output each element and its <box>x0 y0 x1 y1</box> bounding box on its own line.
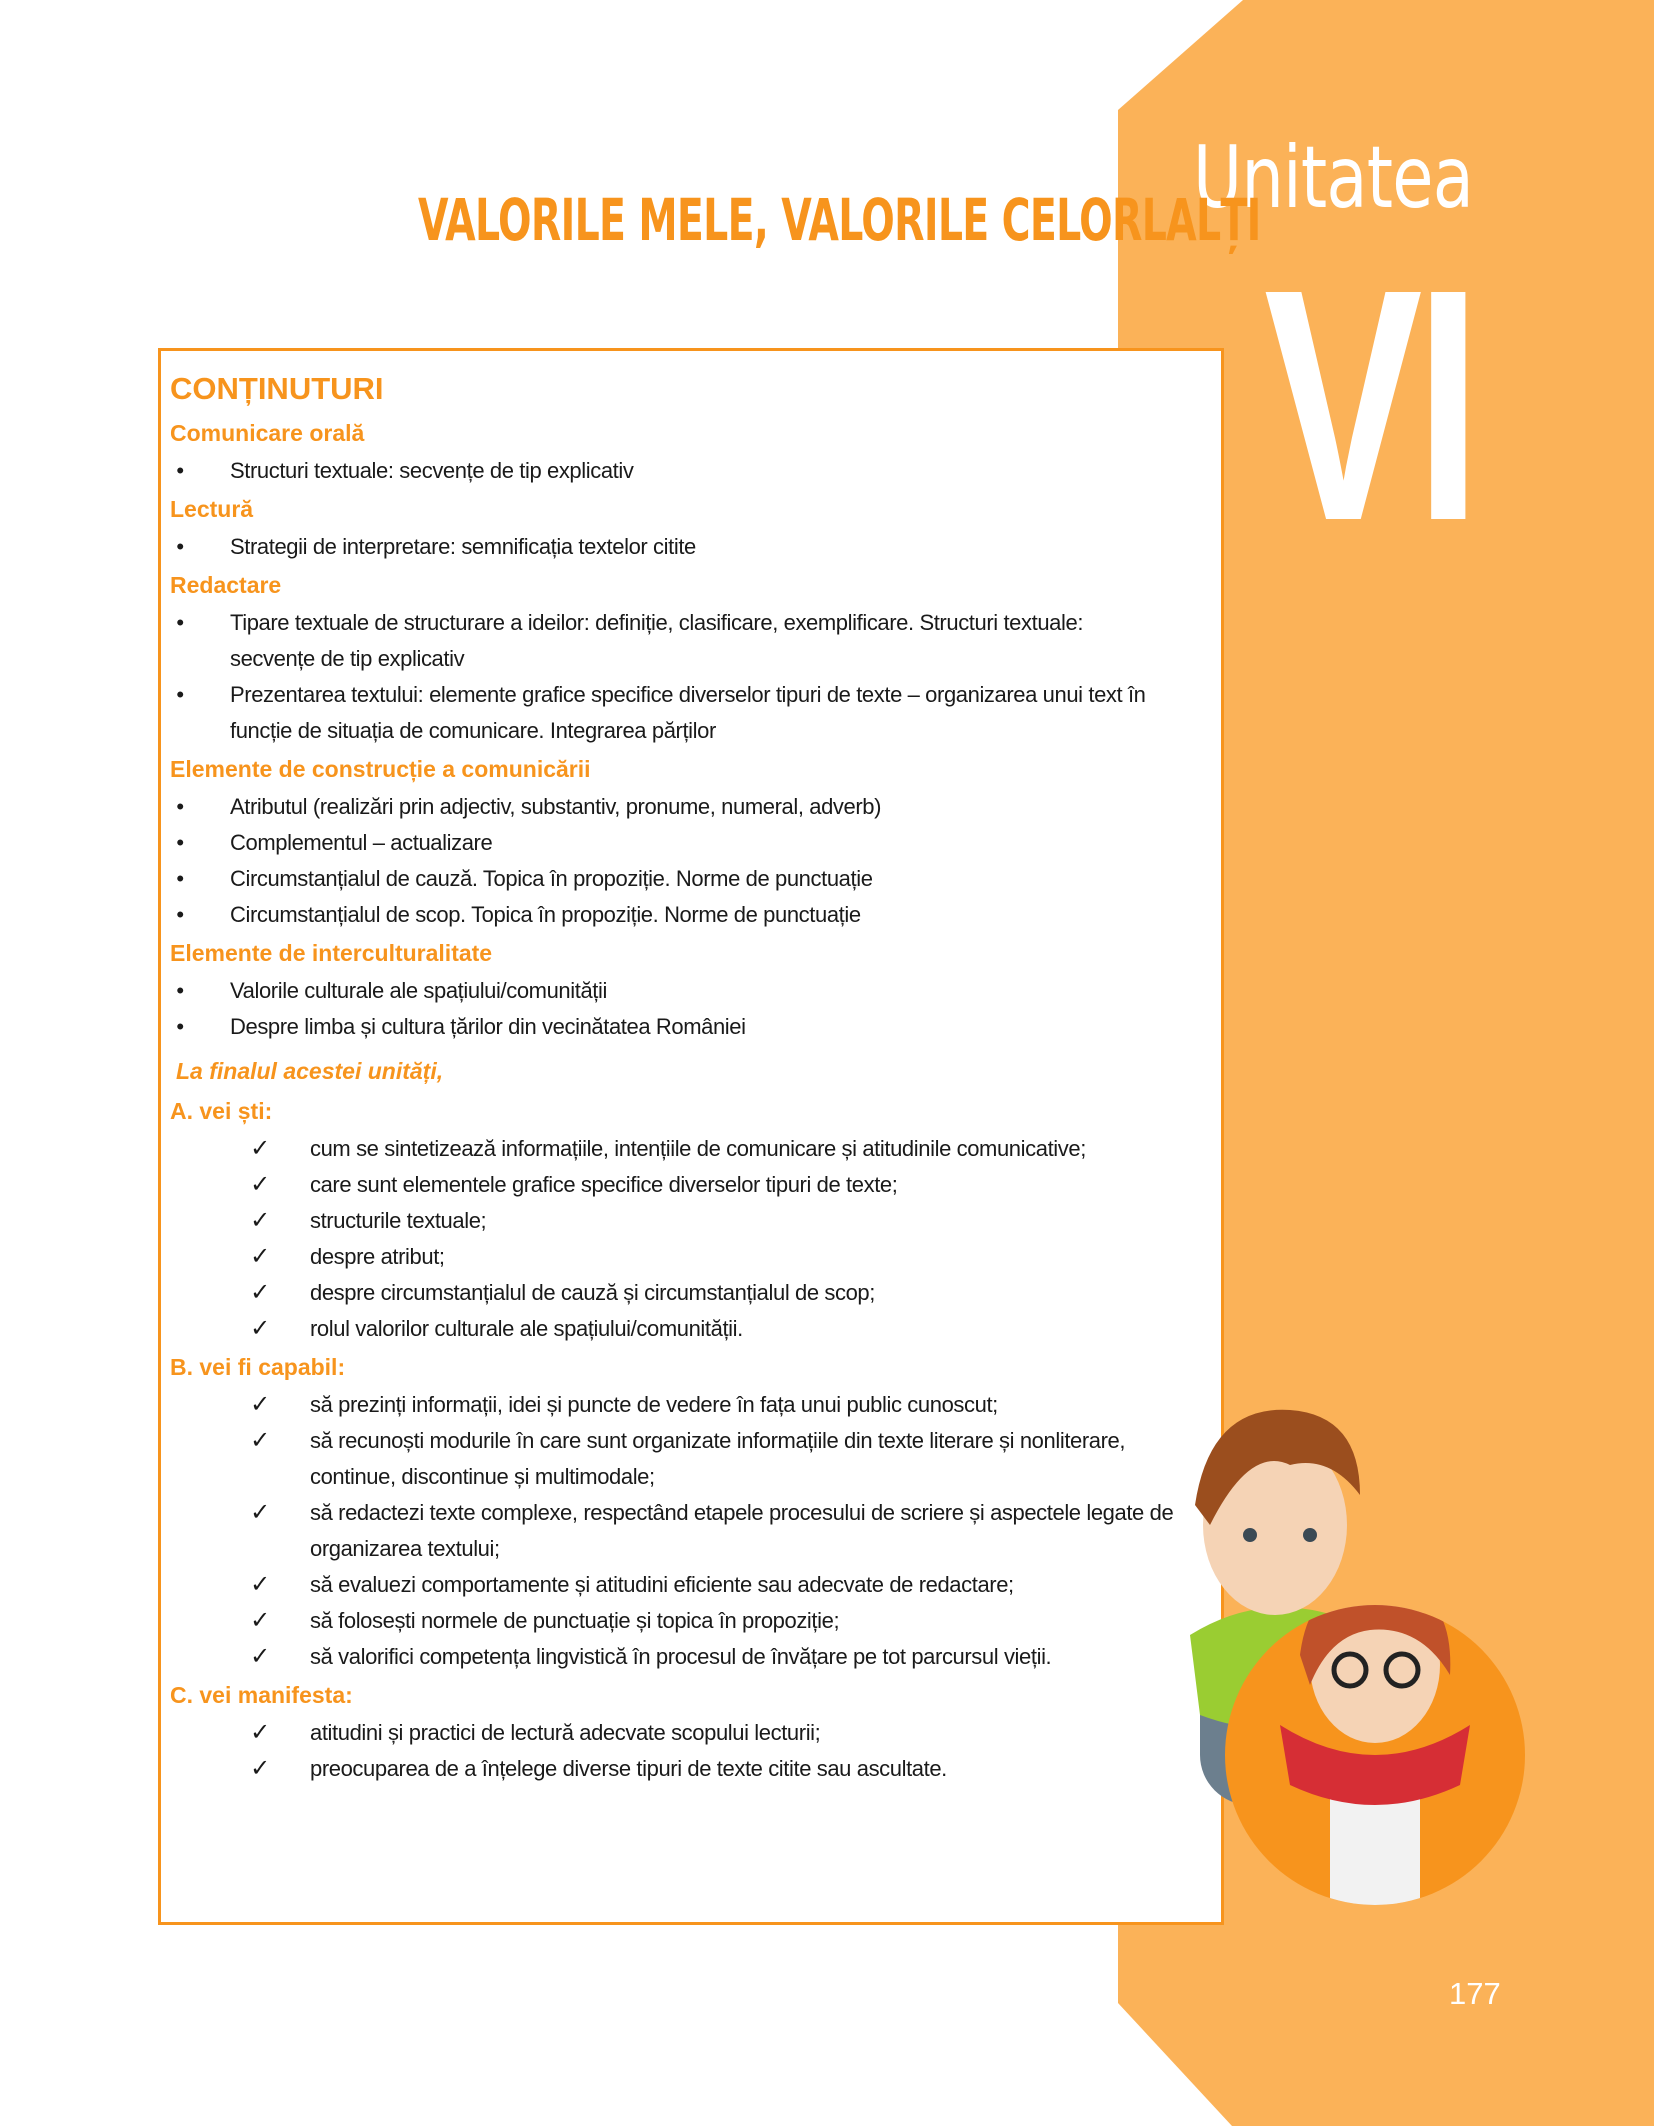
list-item-text: Valorile culturale ale spațiului/comunității <box>230 978 607 1003</box>
section-list <box>170 605 1221 749</box>
list-item <box>170 1423 1190 1495</box>
list-item-text: preocuparea de a înțelege diverse tipuri de texte citite sau ascultate. <box>310 1756 947 1781</box>
contents-sections <box>170 413 1221 1045</box>
list-item-text: atitudini și practici de lectură adecvate scopului lecturii; <box>310 1720 821 1745</box>
checkmark-icon: ✓ <box>250 1755 270 1782</box>
list-item <box>170 1275 1190 1311</box>
checkmark-icon: ✓ <box>250 1391 270 1418</box>
list-item <box>170 605 1170 677</box>
bullet-icon: • <box>176 902 184 927</box>
list-item <box>170 1203 1190 1239</box>
list-item-text: cum se sintetizează informațiile, intențiile de comunicare și atitudinile comunicative; <box>310 1136 1086 1161</box>
section-list <box>170 529 1221 565</box>
list-item-text: să folosești normele de punctuație și topica în propoziție; <box>310 1608 840 1633</box>
list-item <box>170 1009 1170 1045</box>
list-item <box>170 861 1170 897</box>
list-item <box>170 529 1170 565</box>
list-item <box>170 1715 1190 1751</box>
list-item <box>170 1167 1190 1203</box>
list-item <box>170 1639 1190 1675</box>
unit-number: VI <box>1264 220 1475 589</box>
outcome-group-title: C. vei manifesta: <box>170 1682 353 1708</box>
section-title: Lectură <box>170 496 254 522</box>
checkmark-icon: ✓ <box>250 1171 270 1198</box>
checkmark-icon: ✓ <box>250 1279 270 1306</box>
outcomes-groups <box>170 1091 1221 1787</box>
list-item <box>170 825 1170 861</box>
checkmark-icon: ✓ <box>250 1499 270 1526</box>
section-title: Redactare <box>170 572 282 598</box>
list-item-text: să redactezi texte complexe, respectând etapele procesului de scriere și aspectele legate de organizarea textului; <box>310 1500 1174 1561</box>
contents-heading: CONȚINUTURI <box>170 371 384 406</box>
list-item-text: Circumstanțialul de cauză. Topica în propoziție. Norme de punctuație <box>230 866 873 891</box>
list-item <box>170 453 1170 489</box>
section-title: Elemente de construcție a comunicării <box>170 756 591 782</box>
checkmark-icon: ✓ <box>250 1135 270 1162</box>
list-item <box>170 897 1170 933</box>
list-item-text: Atributul (realizări prin adjectiv, substantiv, pronume, numeral, adverb) <box>230 794 882 819</box>
list-item <box>170 1751 1190 1787</box>
page-number: 177 <box>1449 1976 1501 2011</box>
list-item-text: Structuri textuale: secvențe de tip explicativ <box>230 458 634 483</box>
list-item-text: să prezinți informații, idei și puncte de vedere în fața unui public cunoscut; <box>310 1392 998 1417</box>
outcome-group-title: A. vei ști: <box>170 1098 273 1124</box>
outcome-group-title: B. vei fi capabil: <box>170 1354 346 1380</box>
list-item-text: care sunt elementele grafice specifice diverselor tipuri de texte; <box>310 1172 898 1197</box>
page-title: VALORILE MELE, VALORILE CELORLALȚI <box>418 186 1261 254</box>
list-item <box>170 1495 1190 1567</box>
bullet-icon: • <box>176 682 184 707</box>
list-item-text: Circumstanțialul de scop. Topica în propoziție. Norme de punctuație <box>230 902 861 927</box>
bullet-icon: • <box>176 534 184 559</box>
students-illustration <box>1170 1385 1550 1945</box>
checkmark-icon: ✓ <box>250 1643 270 1670</box>
outcomes-intro: La finalul acestei unități, <box>176 1058 444 1084</box>
list-item-text: rolul valorilor culturale ale spațiului/comunității. <box>310 1316 743 1341</box>
list-item-text: Despre limba și cultura țărilor din vecinătatea României <box>230 1014 746 1039</box>
list-item-text: structurile textuale; <box>310 1208 487 1233</box>
section-list <box>170 973 1221 1045</box>
list-item <box>170 973 1170 1009</box>
bullet-icon: • <box>176 794 184 819</box>
bullet-icon: • <box>176 1014 184 1039</box>
bullet-icon: • <box>176 458 184 483</box>
outcome-list <box>170 1387 1221 1675</box>
bullet-icon: • <box>176 610 184 635</box>
checkmark-icon: ✓ <box>250 1207 270 1234</box>
bullet-icon: • <box>176 978 184 1003</box>
list-item-text: Strategii de interpretare: semnificația textelor citite <box>230 534 696 559</box>
outcome-list <box>170 1715 1221 1787</box>
list-item-text: despre circumstanțialul de cauză și circumstanțialul de scop; <box>310 1280 875 1305</box>
checkmark-icon: ✓ <box>250 1607 270 1634</box>
list-item-text: Prezentarea textului: elemente grafice specifice diverselor tipuri de texte – organizarea unui text în funcție de situația de comunicare. Integrarea părților <box>230 682 1146 743</box>
list-item-text: să valorifici competența lingvistică în procesul de învățare pe tot parcursul vieții. <box>310 1644 1052 1669</box>
checkmark-icon: ✓ <box>250 1315 270 1342</box>
list-item-text: să recunoști modurile în care sunt organizate informațiile din texte literare și nonliterare, continue, discontinue și multimodale; <box>310 1428 1126 1489</box>
list-item-text: Tipare textuale de structurare a ideilor: definiție, clasificare, exemplificare. Structuri textuale: secvențe de tip explicativ <box>230 610 1084 671</box>
list-item <box>170 1567 1190 1603</box>
list-item <box>170 1131 1190 1167</box>
section-list <box>170 789 1221 933</box>
list-item <box>170 1387 1190 1423</box>
outcome-list <box>170 1131 1221 1347</box>
unit-label: Unitatea <box>1193 128 1474 228</box>
list-item <box>170 1239 1190 1275</box>
checkmark-icon: ✓ <box>250 1719 270 1746</box>
section-title: Elemente de interculturalitate <box>170 940 493 966</box>
checkmark-icon: ✓ <box>250 1243 270 1270</box>
list-item-text: Complementul – actualizare <box>230 830 493 855</box>
section-title: Comunicare orală <box>170 420 365 446</box>
bullet-icon: • <box>176 830 184 855</box>
checkmark-icon: ✓ <box>250 1427 270 1454</box>
checkmark-icon: ✓ <box>250 1571 270 1598</box>
list-item <box>170 1603 1190 1639</box>
section-list <box>170 453 1221 489</box>
bullet-icon: • <box>176 866 184 891</box>
list-item-text: despre atribut; <box>310 1244 445 1269</box>
content-box <box>158 348 1224 1925</box>
list-item <box>170 789 1170 825</box>
list-item <box>170 1311 1190 1347</box>
list-item-text: să evaluezi comportamente și atitudini eficiente sau adecvate de redactare; <box>310 1572 1014 1597</box>
list-item <box>170 677 1170 749</box>
